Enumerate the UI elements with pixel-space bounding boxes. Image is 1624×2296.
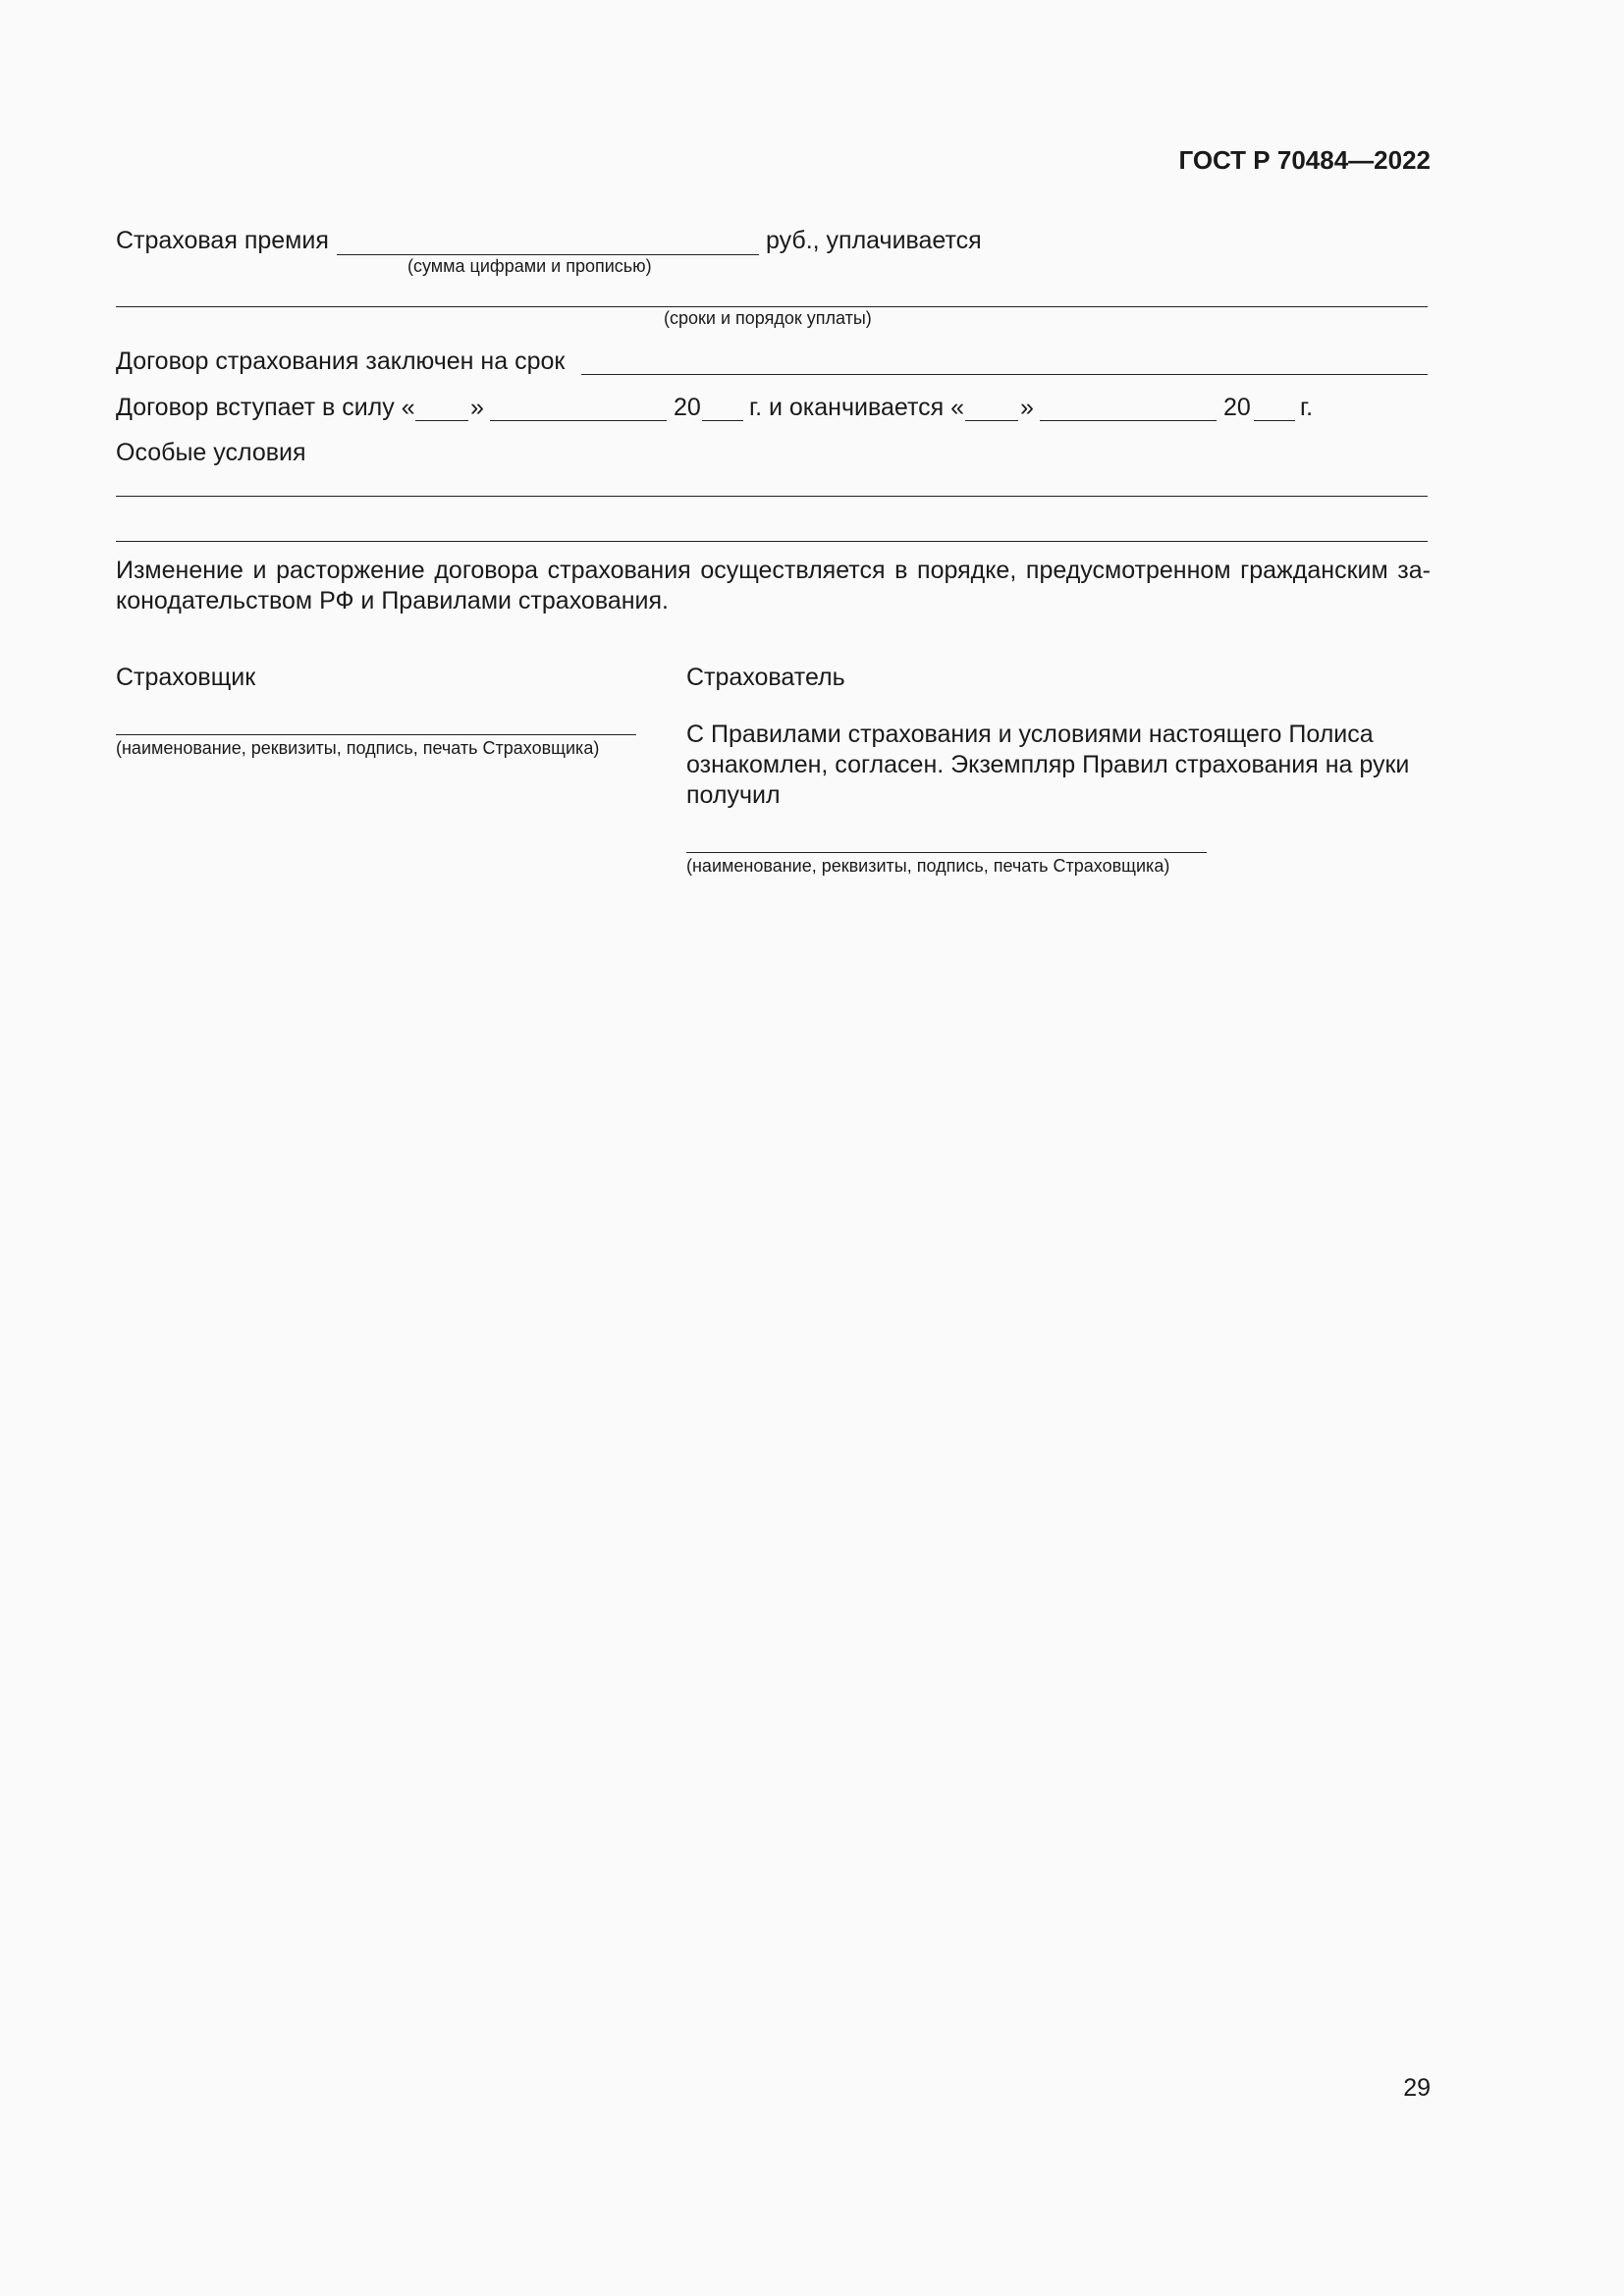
page-number: 29 [1403,2074,1431,2102]
special-conditions-field-2[interactable] [116,541,1428,542]
special-conditions-label: Особые условия [116,439,306,466]
policyholder-acknowledgement: С Правилами страхования и условиями настоящего Полиса ознакомлен, согласен. Экземпляр Правил страхования на руки получил [686,721,1410,809]
insurer-signature-field[interactable] [116,734,636,735]
policyholder-label: Страхователь [686,664,845,691]
premium-label: Страховая премия [116,227,329,254]
start-year-prefix: 20 [674,394,701,421]
start-month-field[interactable] [490,420,667,421]
insurer-signature-caption: (наименование, реквизиты, подпись, печать Страховщика) [116,738,600,758]
premium-amount-caption: (сумма цифрами и прописью) [407,256,652,276]
validity-end-label: г. и оканчивается « [749,394,964,421]
end-quote-close: » [1020,394,1034,421]
premium-suffix: руб., уплачивается [766,227,982,254]
end-year-field[interactable] [1254,420,1295,421]
document-header: ГОСТ Р 70484—2022 [1178,145,1431,175]
term-label: Договор страхования заключен на срок [116,347,566,375]
change-termination-paragraph: Изменение и расторжение договора страхования осуществляется в порядке, предусмотренном гражданским за-конодательством РФ и Правилами страхования. [116,557,1431,614]
end-year-suffix: г. [1300,394,1314,421]
validity-start-label: Договор вступает в силу « [116,394,415,421]
payment-terms-field[interactable] [116,306,1428,307]
payment-terms-caption: (сроки и порядок уплаты) [664,308,872,328]
end-year-prefix: 20 [1223,394,1251,421]
start-day-field[interactable] [415,420,468,421]
start-quote-close: » [470,394,484,421]
insurer-label: Страховщик [116,664,256,691]
policyholder-signature-caption: (наименование, реквизиты, подпись, печать Страховщика) [686,856,1170,876]
special-conditions-field-1[interactable] [116,496,1428,497]
end-month-field[interactable] [1040,420,1217,421]
term-field[interactable] [581,374,1428,375]
premium-amount-field[interactable] [337,254,759,255]
end-day-field[interactable] [965,420,1018,421]
start-year-field[interactable] [702,420,743,421]
policyholder-signature-field[interactable] [686,852,1207,853]
